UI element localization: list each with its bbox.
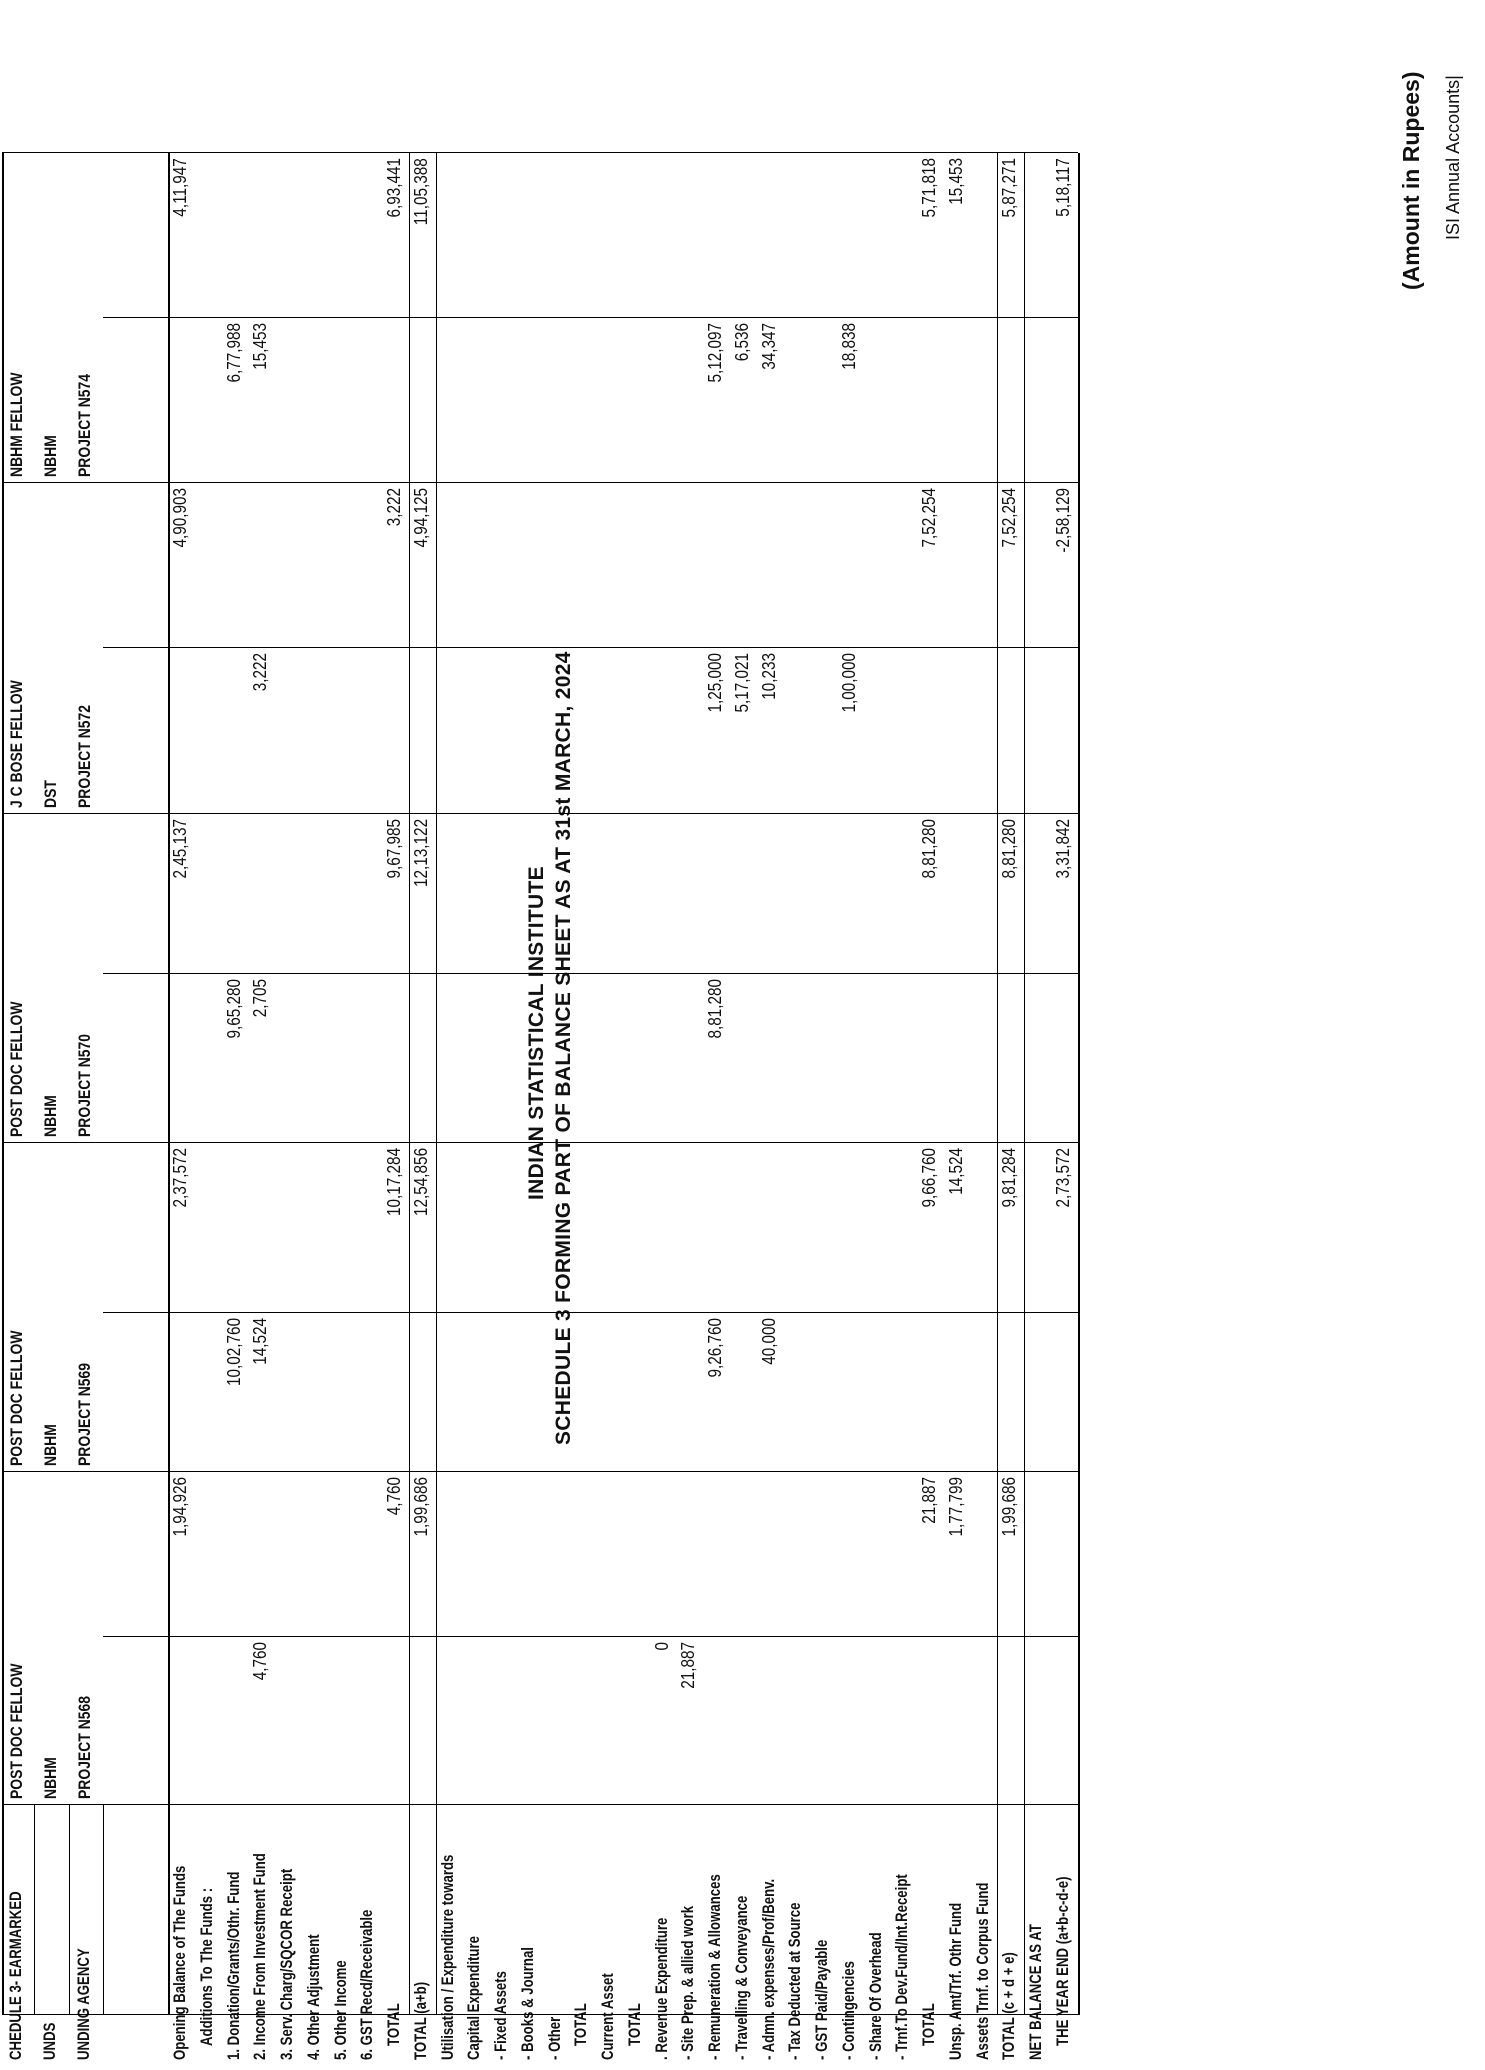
table-cell: 9,67,985: [384, 819, 404, 879]
table-cell: 3,222: [384, 488, 404, 527]
header-divider: [34, 1805, 35, 2015]
table-cell: 4,94,125: [410, 488, 431, 548]
table-cell: 15,453: [250, 323, 271, 370]
project-code-1: PROJECT N569: [75, 1362, 94, 1466]
table-cell: 5,12,097: [705, 323, 725, 383]
table-cell: 18,838: [838, 323, 859, 370]
table-cell: 34,347: [758, 323, 779, 370]
row-label: - Contingencies: [839, 1960, 858, 2060]
row-label: - Tax Deducted at Source: [786, 1902, 805, 2060]
table-cell: 14,524: [945, 1148, 966, 1195]
schedule-title: SCHEDULE 3 FORMING PART OF BALANCE SHEET AS AT 31st MARCH, 2024: [552, 651, 575, 1445]
project-code-3: PROJECT N572: [75, 704, 94, 808]
project-agency-4: NBHM: [41, 435, 60, 477]
row-label: NET BALANCE AS AT: [1027, 1924, 1045, 2060]
table-cell: 8,81,280: [919, 819, 939, 879]
row-label: Unsp. Amt/Trf. Othr Fund: [946, 1902, 965, 2060]
row-label: 5. Other Income: [331, 1960, 350, 2060]
project-divider: [2, 152, 1078, 153]
column-divider: [2, 1804, 1078, 1805]
table-cell: 40,000: [758, 1318, 779, 1365]
project-title-4: NBHM FELLOW: [7, 372, 26, 477]
subcolumn-divider: [103, 317, 1078, 318]
footer-text: ISI Annual Accounts|: [1443, 75, 1463, 240]
project-agency-1: NBHM: [41, 1424, 60, 1466]
row-label: - Trnf.To Dev.Fund/Int.Receipt: [893, 1874, 912, 2060]
row-label: - Share Of Overhead: [866, 1932, 885, 2060]
row-label: - Admn. expenses/Prof/Benv.: [759, 1878, 778, 2060]
row-label: Opening Balance of The Funds: [171, 1865, 189, 2060]
row-label: 4. Other Adjustment: [304, 1934, 323, 2060]
row-label: Current Asset: [599, 1973, 617, 2060]
row-separator: [436, 153, 437, 2015]
project-title-0: POST DOC FELLOW: [7, 1663, 26, 1799]
table-cell: 10,17,284: [384, 1148, 404, 1217]
table-cell: 9,26,760: [705, 1318, 725, 1378]
table-cell: 3,31,842: [1052, 819, 1073, 879]
project-divider: [2, 1142, 1078, 1143]
label-header-0: CHEDULE 3- EARMARKED: [7, 1891, 25, 2060]
table-top-border: [2, 153, 4, 2015]
table-cell: 0: [651, 1642, 672, 1651]
label-header-2: UNDING AGENCY: [75, 1948, 93, 2060]
table-cell: 2,45,137: [170, 819, 190, 879]
row-label: 3. Serv. Charg/SQCOR Receipt: [278, 1868, 296, 2060]
project-divider: [2, 482, 1078, 483]
table-cell: 1,94,926: [170, 1477, 190, 1537]
row-label: TOTAL: [625, 2003, 644, 2046]
row-label: - Site Prep. & allied work: [679, 1905, 698, 2060]
table-cell: 4,760: [384, 1477, 404, 1516]
table-cell: 15,453: [945, 158, 966, 205]
subcolumn-divider: [103, 1312, 1078, 1313]
project-agency-3: DST: [41, 780, 60, 808]
table-cell: 1,99,686: [410, 1477, 431, 1537]
table-cell: 1,77,799: [945, 1477, 966, 1537]
table-cell: 8,81,280: [999, 819, 1020, 879]
table-cell: 7,52,254: [999, 488, 1020, 548]
table-cell: 21,887: [919, 1477, 939, 1524]
header-divider: [103, 1805, 104, 2015]
amount-note: (Amount in Rupees): [1398, 71, 1424, 290]
row-label: - GST Paid/Payable: [813, 1939, 831, 2060]
row-label: 1. Donation/Grants/Othr. Fund: [224, 1871, 243, 2060]
table-cell: 9,65,280: [223, 979, 244, 1039]
row-label: TOTAL: [572, 2003, 591, 2046]
table-cell: 3,222: [250, 653, 271, 692]
table-cell: 12,54,856: [410, 1148, 431, 1217]
project-agency-0: NBHM: [41, 1757, 60, 1799]
table-cell: 4,90,903: [170, 488, 190, 548]
table-cell: 5,87,271: [999, 158, 1020, 218]
project-divider: [2, 1471, 1078, 1472]
subcolumn-divider: [103, 1636, 1078, 1637]
row-label: Assets Trnf. to Corpus Fund: [973, 1882, 992, 2060]
row-label: 2. Income From Investment Fund: [251, 1853, 270, 2060]
subcolumn-divider: [103, 647, 1078, 648]
header-divider: [69, 1805, 70, 2015]
table-cell: 8,81,280: [705, 979, 725, 1039]
table-cell: 12,13,122: [410, 819, 431, 888]
table-cell: 6,77,988: [223, 323, 244, 383]
project-code-4: PROJECT N574: [75, 373, 94, 477]
project-agency-2: NBHM: [41, 1095, 60, 1137]
row-label: TOTAL: [385, 2003, 403, 2046]
project-divider: [2, 813, 1078, 814]
row-label: TOTAL (a+b): [411, 1981, 430, 2060]
table-cell: 10,02,760: [223, 1318, 244, 1387]
table-cell: 4,760: [250, 1642, 271, 1681]
subcolumn-divider: [103, 973, 1078, 974]
table-cell: 9,66,760: [919, 1148, 939, 1208]
row-label: . Revenue Expenditure: [652, 1917, 671, 2060]
row-label: THE YEAR END (a+b-c-d-e): [1053, 1876, 1072, 2046]
table-cell: 21,887: [678, 1642, 699, 1689]
row-label: 6. GST Recd/Receivable: [358, 1909, 377, 2060]
table-cell: 2,705: [250, 979, 271, 1018]
table-bottom-border: [1078, 153, 1080, 2015]
table-cell: 7,52,254: [919, 488, 939, 548]
row-label: Additions To The Funds :: [197, 1887, 216, 2046]
row-separator: [997, 153, 998, 2015]
table-cell: -2,58,129: [1052, 488, 1073, 553]
table-cell: 6,93,441: [384, 158, 404, 218]
header-bottom-border: [168, 153, 170, 2015]
table-cell: 5,17,021: [731, 653, 752, 713]
table-cell: 2,73,572: [1052, 1148, 1073, 1208]
row-label: - Fixed Assets: [492, 1970, 510, 2060]
institute-title: INDIAN STATISTICAL INSTITUTE: [525, 866, 548, 1200]
table-cell: 1,25,000: [705, 653, 725, 713]
row-label: - Other: [545, 2016, 564, 2060]
project-title-3: J C BOSE FELLOW: [7, 680, 26, 808]
row-separator: [409, 153, 410, 2015]
project-code-2: PROJECT N570: [75, 1033, 94, 1137]
table-cell: 9,81,284: [999, 1148, 1020, 1208]
table-cell: 1,99,686: [999, 1477, 1020, 1537]
row-label: - Remuneration & Allowances: [706, 1874, 724, 2060]
table-cell: 5,71,818: [919, 158, 939, 218]
row-separator: [1024, 153, 1025, 2015]
table-cell: 14,524: [250, 1318, 271, 1365]
table-cell: 1,00,000: [838, 653, 859, 713]
project-title-2: POST DOC FELLOW: [7, 1001, 26, 1137]
project-code-0: PROJECT N568: [75, 1695, 94, 1799]
label-header-1: UNDS: [41, 2022, 59, 2060]
row-label: Capital Expenditure: [465, 1936, 484, 2060]
table-cell: 6,536: [731, 323, 752, 362]
table-left-border: [2, 2014, 1078, 2015]
row-label: - Books & Journal: [518, 1947, 537, 2060]
row-label: TOTAL (c + d + e): [1000, 1952, 1019, 2060]
row-label: TOTAL: [920, 2003, 938, 2046]
table-cell: 4,11,947: [170, 158, 190, 217]
project-title-1: POST DOC FELLOW: [7, 1330, 26, 1466]
table-cell: 10,233: [758, 653, 779, 700]
row-label: - Travelling & Conveyance: [732, 1895, 751, 2060]
table-cell: 11,05,388: [410, 158, 431, 225]
table-cell: 2,37,572: [170, 1148, 190, 1208]
row-label: Utilisation / Expenditure towards: [438, 1854, 457, 2060]
table-cell: 5,18,117: [1052, 158, 1073, 217]
